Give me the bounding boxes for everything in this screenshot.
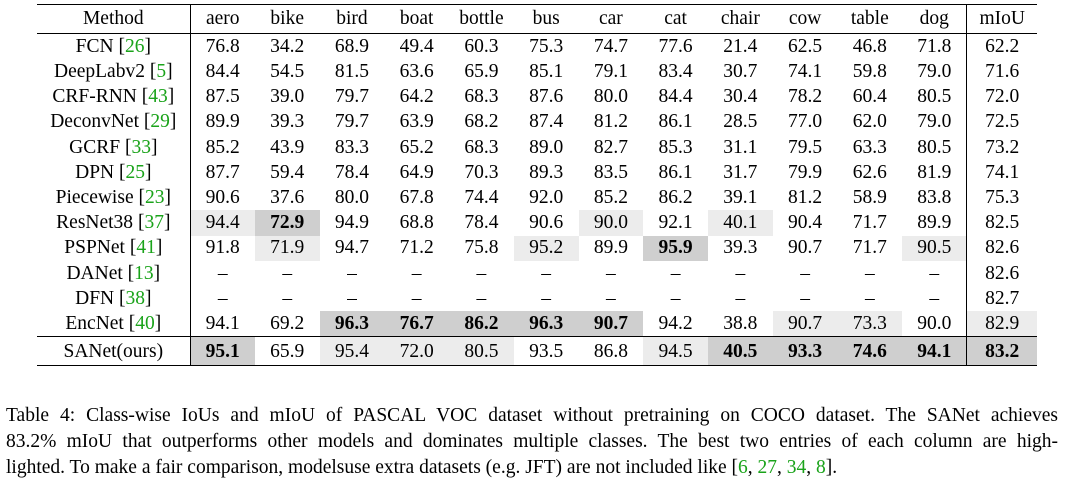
iou-cell: 73.3: [837, 311, 902, 337]
iou-cell: 39.1: [723, 186, 758, 208]
table-row: [37, 261, 1037, 286]
iou-cell: –: [282, 287, 293, 309]
iou-cell: –: [800, 287, 810, 309]
miou-cell: 71.6: [967, 59, 1037, 84]
table-row: [37, 236, 1037, 261]
iou-cell: 79.0: [917, 61, 952, 83]
iou-cell: 71.8: [917, 35, 952, 57]
iou-cell: 46.8: [852, 35, 887, 57]
iou-cell: 40.5: [708, 337, 773, 366]
iou-cell: 90.6: [529, 212, 564, 234]
iou-cell: 89.0: [529, 136, 564, 158]
iou-cell: 89.9: [593, 237, 628, 259]
iou-cell: 93.5: [529, 340, 564, 362]
iou-cell: 62.6: [852, 161, 887, 183]
iou-cell: 74.1: [788, 61, 823, 83]
iou-cell: –: [606, 262, 616, 284]
miou-cell: 82.5: [967, 210, 1037, 235]
iou-cell: 79.5: [788, 136, 823, 158]
table-row: [37, 311, 1037, 337]
iou-cell: –: [347, 262, 357, 284]
citation-link[interactable]: 6: [738, 457, 748, 478]
iou-cell: –: [476, 262, 487, 284]
iou-cell: 86.2: [449, 311, 514, 337]
iou-cell: 72.0: [384, 337, 449, 366]
iou-cell: 60.3: [464, 35, 499, 57]
iou-cell: 90.7: [773, 311, 838, 337]
citation-link[interactable]: 34: [786, 457, 807, 478]
iou-cell: 71.9: [255, 236, 320, 261]
iou-cell: –: [670, 262, 681, 284]
iou-cell: 79.7: [334, 86, 369, 108]
iou-cell: –: [476, 287, 487, 309]
method-name-cell: DeconvNet [29]: [37, 110, 190, 135]
iou-cell: –: [929, 287, 940, 309]
column-header-method: Method: [37, 5, 190, 34]
column-header-car: car: [579, 5, 644, 34]
citation-link[interactable]: 37: [144, 212, 164, 234]
citation-link[interactable]: 25: [125, 161, 145, 183]
iou-cell: 74.7: [593, 35, 628, 57]
method-name: DPN: [75, 161, 115, 183]
iou-cell: –: [217, 262, 228, 284]
method-name-cell: DANet [13]: [37, 261, 190, 286]
caption-text: ,: [806, 457, 817, 478]
iou-cell: 34.2: [270, 35, 305, 57]
iou-cell: 90.5: [902, 236, 967, 261]
iou-cell: 63.3: [852, 136, 887, 158]
iou-cell: 89.3: [529, 161, 564, 183]
method-name: Piecewise: [55, 186, 134, 208]
iou-cell: 68.3: [464, 136, 499, 158]
iou-cell: 74.4: [464, 186, 499, 208]
iou-cell: 49.4: [399, 35, 434, 57]
table-row: [37, 210, 1037, 235]
miou-cell: 72.0: [967, 84, 1037, 109]
citation-link[interactable]: 27: [757, 457, 778, 478]
iou-cell: 40.1: [708, 210, 773, 235]
iou-cell: 86.1: [658, 111, 693, 133]
table-row: [37, 34, 1037, 60]
table-caption: [6, 403, 1058, 481]
method-name-cell: DFN [38]: [37, 286, 190, 311]
iou-cell: 31.1: [723, 136, 758, 158]
iou-cell: –: [411, 287, 422, 309]
iou-cell: 71.7: [852, 237, 887, 259]
iou-cell: 28.5: [723, 111, 758, 133]
iou-cell: 87.4: [529, 111, 564, 133]
iou-cell: 78.4: [334, 161, 369, 183]
table-row: [37, 160, 1037, 185]
iou-cell: 94.4: [190, 210, 255, 235]
miou-cell: 82.9: [967, 311, 1037, 337]
iou-cell: 79.0: [917, 111, 952, 133]
iou-cell: 94.5: [643, 337, 708, 366]
iou-cell: 85.2: [593, 186, 628, 208]
results-table: [37, 4, 1037, 366]
method-name: EncNet: [65, 312, 124, 334]
iou-cell: –: [864, 287, 875, 309]
caption-line: [6, 429, 1058, 455]
iou-cell: 84.4: [658, 86, 693, 108]
iou-cell: 39.0: [270, 86, 305, 108]
caption-line: [6, 403, 1058, 429]
iou-cell: –: [735, 262, 746, 284]
method-name: PSPNet: [64, 237, 125, 259]
iou-cell: 72.9: [255, 210, 320, 235]
column-header-miou: mIoU: [967, 5, 1037, 34]
iou-cell: 68.3: [464, 86, 499, 108]
iou-cell: 79.1: [593, 61, 628, 83]
miou-cell: 62.2: [967, 34, 1037, 60]
iou-cell: 38.8: [723, 312, 758, 334]
method-name: DeepLabv2: [54, 61, 145, 83]
column-header-cat: cat: [643, 5, 708, 34]
iou-cell: 39.3: [723, 237, 758, 259]
citation-link[interactable]: 8: [816, 457, 826, 478]
method-name-cell: DPN [25]: [37, 160, 190, 185]
method-name: DeconvNet: [50, 111, 140, 133]
iou-cell: 65.9: [270, 340, 305, 362]
iou-cell: 21.4: [723, 35, 758, 57]
citation-link[interactable]: 40: [135, 312, 155, 334]
iou-cell: 94.1: [205, 312, 240, 334]
iou-cell: 70.3: [464, 161, 499, 183]
iou-cell: 96.3: [320, 311, 385, 337]
citation-link[interactable]: 26: [124, 35, 145, 57]
iou-cell: 68.8: [399, 212, 434, 234]
method-name-cell: GCRF [33]: [37, 135, 190, 160]
iou-cell: 62.0: [852, 111, 887, 133]
iou-cell: 71.2: [399, 237, 434, 259]
method-name: DFN: [75, 287, 115, 309]
table-row: [37, 135, 1037, 160]
iou-cell: 63.9: [399, 111, 434, 133]
column-header-aero: aero: [190, 5, 255, 34]
table-body: [37, 34, 1037, 366]
iou-cell: 43.9: [270, 136, 305, 158]
method-name: CRF-RNN: [52, 86, 137, 108]
iou-cell: 71.7: [852, 212, 887, 234]
iou-cell: 87.5: [205, 86, 240, 108]
method-name-cell: CRF-RNN [43]: [37, 84, 190, 109]
column-header-chair: chair: [708, 5, 773, 34]
method-name-cell: DeepLabv2 [5]: [37, 59, 190, 84]
iou-cell: 78.4: [464, 212, 499, 234]
miou-cell: 83.2: [967, 337, 1037, 366]
iou-cell: 94.9: [334, 212, 369, 234]
iou-cell: 65.2: [399, 136, 434, 158]
iou-cell: –: [282, 262, 293, 284]
miou-cell: 72.5: [967, 110, 1037, 135]
iou-cell: 37.6: [270, 186, 305, 208]
iou-cell: 84.4: [205, 61, 240, 83]
results-table-container: [37, 4, 1037, 366]
iou-cell: 75.3: [529, 35, 564, 57]
iou-cell: 77.0: [788, 111, 823, 133]
miou-cell: 73.2: [967, 135, 1037, 160]
iou-cell: 85.3: [658, 136, 693, 158]
iou-cell: 80.0: [334, 186, 369, 208]
iou-cell: –: [217, 287, 228, 309]
iou-cell: –: [800, 262, 810, 284]
method-name: SANet(ours): [63, 340, 164, 362]
iou-cell: 78.2: [788, 86, 823, 108]
citation-link[interactable]: 5: [156, 61, 167, 83]
miou-cell: 82.7: [967, 286, 1037, 311]
iou-cell: 39.3: [270, 111, 305, 133]
caption-text: ,: [747, 457, 758, 478]
iou-cell: 90.0: [917, 312, 952, 334]
miou-cell: 82.6: [967, 261, 1037, 286]
iou-cell: 86.1: [658, 161, 693, 183]
iou-cell: 89.9: [205, 111, 240, 133]
iou-cell: 89.9: [917, 212, 952, 234]
column-header-bird: bird: [320, 5, 385, 34]
miou-cell: 75.3: [967, 185, 1037, 210]
method-name-cell: Piecewise [23]: [37, 185, 190, 210]
iou-cell: 76.7: [384, 311, 449, 337]
iou-cell: –: [347, 287, 357, 309]
method-name-cell: PSPNet [41]: [37, 236, 190, 261]
iou-cell: 90.4: [788, 212, 823, 234]
citation-link[interactable]: 38: [125, 287, 145, 309]
iou-cell: 87.6: [529, 86, 564, 108]
iou-cell: 74.6: [837, 337, 902, 366]
iou-cell: 95.1: [190, 337, 255, 366]
iou-cell: 54.5: [270, 61, 305, 83]
column-header-boat: boat: [384, 5, 449, 34]
citation-link[interactable]: 43: [148, 86, 168, 108]
iou-cell: 93.3: [773, 337, 838, 366]
iou-cell: 60.4: [852, 86, 887, 108]
iou-cell: 90.6: [205, 186, 240, 208]
table-header-row: [37, 5, 1037, 34]
iou-cell: 80.5: [449, 337, 514, 366]
table-row: [37, 286, 1037, 311]
iou-cell: 92.1: [658, 212, 693, 234]
iou-cell: 81.5: [334, 61, 369, 83]
iou-cell: 79.9: [788, 161, 823, 183]
iou-cell: 79.7: [334, 111, 369, 133]
iou-cell: 63.6: [399, 61, 434, 83]
method-name: GCRF: [69, 136, 121, 158]
iou-cell: 85.1: [529, 61, 564, 83]
iou-cell: –: [929, 262, 940, 284]
iou-cell: 68.9: [334, 35, 369, 57]
caption-text: Table 4: Class-wise IoUs and mIoU of PASCAL VOC dataset without pretraining on COCO dataset. The SANet achieves: [6, 405, 1058, 426]
iou-cell: –: [606, 287, 616, 309]
table-row: [37, 84, 1037, 109]
method-name-cell: EncNet [40]: [37, 311, 190, 337]
iou-cell: 85.2: [205, 136, 240, 158]
iou-cell: 62.5: [788, 35, 823, 57]
iou-cell: 96.3: [514, 311, 579, 337]
miou-cell: 74.1: [967, 160, 1037, 185]
citation-link[interactable]: 41: [136, 237, 156, 259]
table-row: [37, 110, 1037, 135]
iou-cell: –: [735, 287, 746, 309]
caption-text: ].: [825, 457, 838, 478]
caption-line: [6, 455, 1058, 481]
iou-cell: 92.0: [529, 186, 564, 208]
iou-cell: 65.9: [464, 61, 499, 83]
iou-cell: 81.9: [917, 161, 952, 183]
iou-cell: 76.8: [205, 35, 240, 57]
method-name: DANet: [66, 262, 123, 284]
iou-cell: 80.0: [593, 86, 628, 108]
column-header-dog: dog: [902, 5, 967, 34]
iou-cell: 82.7: [593, 136, 628, 158]
iou-cell: 86.2: [658, 186, 693, 208]
caption-text: 83.2% mIoU that outperforms other models and dominates multiple classes. The best two entries of each column are high-: [6, 431, 1058, 452]
iou-cell: –: [541, 287, 552, 309]
iou-cell: 64.2: [399, 86, 434, 108]
iou-cell: 95.9: [643, 236, 708, 261]
iou-cell: –: [411, 262, 422, 284]
iou-cell: 83.4: [658, 61, 693, 83]
iou-cell: 94.7: [334, 237, 369, 259]
iou-cell: –: [864, 262, 875, 284]
column-header-bike: bike: [255, 5, 320, 34]
column-header-table: table: [837, 5, 902, 34]
iou-cell: 94.2: [658, 312, 693, 334]
method-name: FCN: [75, 35, 114, 57]
method-name-cell: FCN [26]: [37, 34, 190, 60]
caption-text: ,: [777, 457, 787, 478]
iou-cell: 59.8: [852, 61, 887, 83]
iou-cell: 95.2: [514, 236, 579, 261]
iou-cell: 64.9: [399, 161, 434, 183]
iou-cell: 67.8: [399, 186, 434, 208]
citation-link[interactable]: 13: [134, 262, 154, 284]
iou-cell: 59.4: [270, 161, 305, 183]
iou-cell: 75.8: [464, 237, 499, 259]
iou-cell: 81.2: [593, 111, 628, 133]
iou-cell: 95.4: [320, 337, 385, 366]
iou-cell: –: [670, 287, 681, 309]
citation-link[interactable]: 29: [150, 111, 170, 133]
iou-cell: 90.0: [579, 210, 644, 235]
method-name: ResNet38: [56, 212, 134, 234]
iou-cell: 94.1: [902, 337, 967, 366]
iou-cell: 83.3: [334, 136, 369, 158]
citation-link[interactable]: 23: [144, 186, 165, 208]
iou-cell: 87.7: [205, 161, 240, 183]
iou-cell: 83.8: [917, 186, 952, 208]
iou-cell: 90.7: [788, 237, 823, 259]
iou-cell: 83.5: [593, 161, 628, 183]
iou-cell: 30.7: [723, 61, 758, 83]
iou-cell: 77.6: [658, 35, 693, 57]
iou-cell: –: [541, 262, 552, 284]
table-row: [37, 59, 1037, 84]
table-row: [37, 185, 1037, 210]
iou-cell: 80.5: [917, 136, 952, 158]
column-header-bottle: bottle: [449, 5, 514, 34]
method-name-cell: [37, 337, 190, 366]
iou-cell: 86.8: [593, 340, 628, 362]
table-row: [37, 337, 1037, 366]
iou-cell: 58.9: [852, 186, 887, 208]
citation-link[interactable]: 33: [131, 136, 151, 158]
column-header-cow: cow: [773, 5, 838, 34]
iou-cell: 31.7: [723, 161, 758, 183]
miou-cell: 82.6: [967, 236, 1037, 261]
iou-cell: 90.7: [579, 311, 644, 337]
method-name-cell: ResNet38 [37]: [37, 210, 190, 235]
iou-cell: 68.2: [464, 111, 499, 133]
iou-cell: 91.8: [205, 237, 240, 259]
iou-cell: 81.2: [788, 186, 823, 208]
column-header-bus: bus: [514, 5, 579, 34]
iou-cell: 30.4: [723, 86, 758, 108]
iou-cell: 69.2: [270, 312, 305, 334]
iou-cell: 80.5: [917, 86, 952, 108]
caption-text: lighted. To make a fair comparison, modelsuse extra datasets (e.g. JFT) are not included like [: [6, 457, 739, 478]
